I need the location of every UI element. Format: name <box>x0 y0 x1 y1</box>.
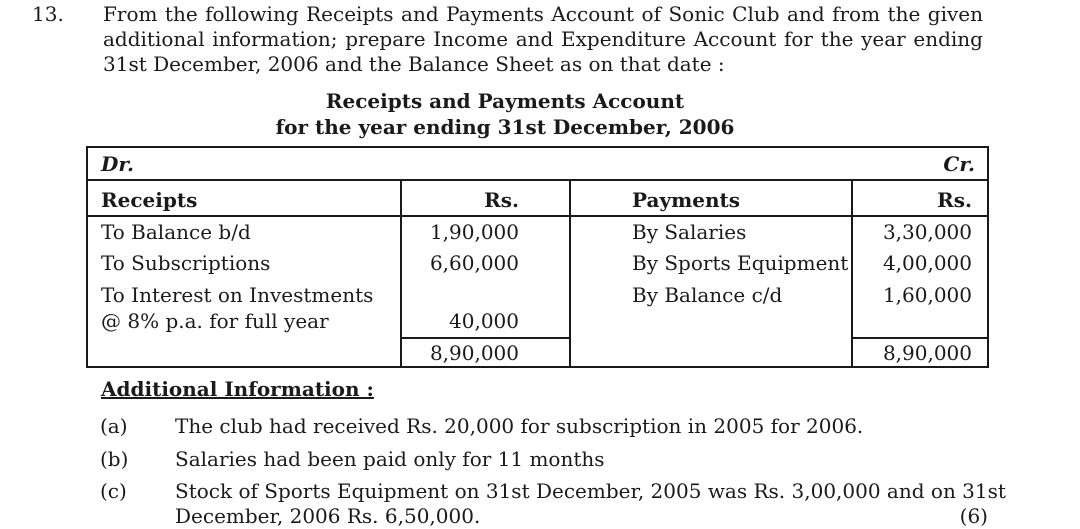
payment-label-salaries: By Salaries <box>632 220 747 244</box>
item-a-text: The club had received Rs. 20,000 for subscription in 2005 for 2006. <box>175 414 864 438</box>
payments-header: Payments <box>632 188 741 212</box>
payment-amount-salaries: 3,30,000 <box>882 220 972 244</box>
item-c-text: Stock of Sports Equipment on 31st December, 2005 was Rs. 3,00,000 and on 31st <box>175 479 1006 503</box>
question-number: 13. <box>32 2 64 26</box>
column-rule-1 <box>400 179 402 366</box>
receipts-total: 8,90,000 <box>429 341 519 365</box>
marks: (6) <box>959 504 988 528</box>
payment-label-sports-equipment: By Sports Equipment <box>632 251 849 275</box>
receipt-amount-interest: 40,000 <box>449 309 519 333</box>
payment-amount-balance: 1,60,000 <box>882 283 972 307</box>
receipts-amount-header: Rs. <box>484 188 519 212</box>
receipt-amount-subscriptions: 6,60,000 <box>429 251 519 275</box>
item-c-label: (c) <box>100 479 127 503</box>
cr-label: Cr. <box>943 152 975 176</box>
item-b-text: Salaries had been paid only for 11 months <box>175 447 605 471</box>
receipt-amount-balance: 1,90,000 <box>429 220 519 244</box>
column-rule-3 <box>851 179 853 366</box>
item-b-label: (b) <box>100 447 129 471</box>
receipts-payments-table <box>86 146 989 368</box>
receipt-label-balance: To Balance b/d <box>101 220 251 244</box>
receipts-header: Receipts <box>101 188 198 212</box>
receipt-label-subscriptions: To Subscriptions <box>101 251 271 275</box>
payments-total: 8,90,000 <box>882 341 972 365</box>
receipts-total-rule <box>400 337 569 339</box>
item-c-text-line2: December, 2006 Rs. 6,50,000. <box>175 504 481 528</box>
receipt-label-interest-line2: @ 8% p.a. for full year <box>101 309 329 333</box>
additional-info-heading: Additional Information : <box>101 377 374 401</box>
account-title: Receipts and Payments Account <box>325 89 685 113</box>
receipt-label-interest: To Interest on Investments <box>101 283 374 307</box>
dr-label: Dr. <box>101 152 135 176</box>
column-rule-2 <box>569 179 571 366</box>
payments-amount-header: Rs. <box>937 188 972 212</box>
item-a-label: (a) <box>100 414 128 438</box>
account-subtitle: for the year ending 31st December, 2006 <box>275 115 735 139</box>
payments-total-rule <box>851 337 987 339</box>
payment-amount-sports-equipment: 4,00,000 <box>882 251 972 275</box>
payment-label-balance: By Balance c/d <box>632 283 783 307</box>
question-text: From the following Receipts and Payments Account of Sonic Club and from the given additional information; prepare Income and Expenditure Account for the year ending 31st December, 2006 and the Balance Sheet as on that date : <box>103 2 983 76</box>
